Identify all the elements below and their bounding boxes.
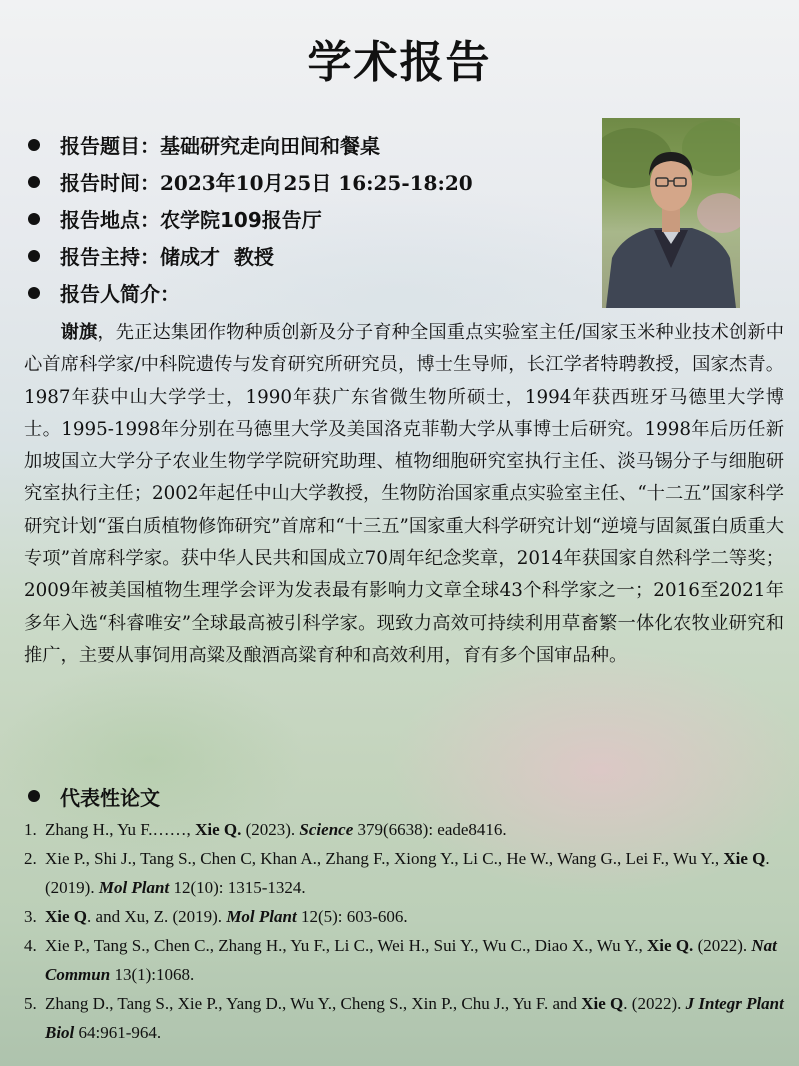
- paper-number: 4.: [24, 936, 37, 955]
- paper-year: (2022).: [693, 936, 752, 955]
- bullet-icon: [28, 790, 40, 802]
- speaker-name: 谢旗: [60, 322, 98, 343]
- paper-journal: Nat Commun: [45, 936, 777, 984]
- paper-volume: 379(6638): eade8416.: [353, 820, 507, 839]
- paper-item: [24, 902, 784, 931]
- paper-year: . (2019).: [45, 849, 770, 897]
- bullet-icon: [28, 213, 40, 225]
- paper-journal: Mol Plant: [98, 878, 170, 897]
- paper-year: . and Xu, Z. (2019).: [87, 907, 227, 926]
- info-label: 报告地点：: [60, 208, 160, 232]
- speaker-bio: [24, 317, 784, 672]
- info-label: 报告题目：: [60, 134, 160, 158]
- report-info-list: [24, 126, 473, 311]
- paper-authors: Zhang H., Yu F.……,: [45, 820, 196, 839]
- paper-journal: J Integr Plant Biol: [45, 994, 784, 1042]
- paper-highlight-author: Xie Q.: [647, 936, 694, 955]
- info-location: [24, 200, 473, 237]
- paper-volume: 12(5): 603-606.: [296, 907, 408, 926]
- info-topic: [24, 126, 473, 163]
- paper-number: 2.: [24, 849, 37, 868]
- paper-number: 5.: [24, 994, 37, 1013]
- papers-heading: [24, 779, 160, 813]
- paper-number: 1.: [24, 820, 37, 839]
- bullet-icon: [28, 176, 40, 188]
- paper-volume: 13(1):1068.: [110, 965, 195, 984]
- info-label: 报告人简介：: [60, 282, 180, 306]
- info-value: 农学院109报告厅: [160, 208, 322, 232]
- papers-heading-label: 代表性论文: [60, 785, 160, 810]
- speaker-portrait: [602, 118, 740, 308]
- bio-text: ，先正达集团作物种质创新及分子育种全国重点实验室主任/国家玉米种业技术创新中心首席科学家/中科院遗传与发育研究所研究员，博士生导师，长江学者特聘教授，国家杰青。1987年获中山大学学士，1990年获广东省微生物所硕士，1994年获西班牙马德里大学博士。1995-1998年分别在马德里大学及美国洛克菲勒大学从事博士后研究。1998年后历任新加坡国立大学分子农业生物学学院研究助理、植物细胞研究室执行主任、淡马锡分子与细胞研究室执行主任；2002年起任中山大学教授，生物防治国家重点实验室主任、“十二五”国家科学研究计划“蛋白质植物修饰研究”首席和“十三五”国家重大科学研究计划“逆境与固氮蛋白质重大专项”首席科学家。获中华人民共和国成立70周年纪念奖章，2014年获国家自然科学二等奖；2009年被美国植物生理学会评为发表最有影响力文章全球43个科学家之一；2016至2021年多年入选“科睿唯安”全球最高被引科学家。现致力高效可持续利用草畜繁一体化农牧业研究和推广，主要从事饲用高粱及酿酒高粱育种和高效利用，育有多个国审品种。: [24, 322, 784, 666]
- paper-authors: Xie P., Shi J., Tang S., Chen C, Khan A., Zhang F., Xiong Y., Li C., He W., Wang G., Lei F., Wu Y.,: [45, 849, 724, 868]
- paper-year: (2023).: [241, 820, 300, 839]
- speaker-portrait-illustration: [602, 118, 740, 308]
- paper-item: [24, 844, 784, 902]
- paper-item: [24, 931, 784, 989]
- paper-highlight-author: Xie Q: [581, 994, 624, 1013]
- bullet-icon: [28, 139, 40, 151]
- paper-journal: Science: [299, 820, 354, 839]
- info-label: 报告时间：: [60, 171, 160, 195]
- paper-authors: Zhang D., Tang S., Xie P., Yang D., Wu Y., Cheng S., Xin P., Chu J., Yu F. and: [45, 994, 582, 1013]
- info-value: 2023年10月25日 16:25-18:20: [160, 171, 473, 195]
- info-value: 储成才 教授: [160, 245, 274, 269]
- info-value: 基础研究走向田间和餐桌: [160, 134, 380, 158]
- info-host: [24, 237, 473, 274]
- paper-volume: 64:961-964.: [74, 1023, 162, 1042]
- info-time: [24, 163, 473, 200]
- info-speaker-intro: [24, 274, 473, 311]
- paper-authors: Xie P., Tang S., Chen C., Zhang H., Yu F., Li C., Wei H., Sui Y., Wu C., Diao X., Wu Y.,: [45, 936, 648, 955]
- bullet-icon: [28, 250, 40, 262]
- paper-number: 3.: [24, 907, 37, 926]
- paper-highlight-author: Xie Q: [45, 907, 88, 926]
- paper-journal: Mol Plant: [226, 907, 297, 926]
- paper-highlight-author: Xie Q.: [195, 820, 242, 839]
- paper-volume: 12(10): 1315-1324.: [169, 878, 306, 897]
- paper-item: [24, 815, 784, 844]
- paper-highlight-author: Xie Q: [723, 849, 766, 868]
- info-label: 报告主持：: [60, 245, 160, 269]
- paper-year: . (2022).: [623, 994, 686, 1013]
- paper-list: [24, 815, 784, 1047]
- page-title: 学术报告: [307, 37, 492, 88]
- paper-item: [24, 989, 784, 1047]
- bullet-icon: [28, 287, 40, 299]
